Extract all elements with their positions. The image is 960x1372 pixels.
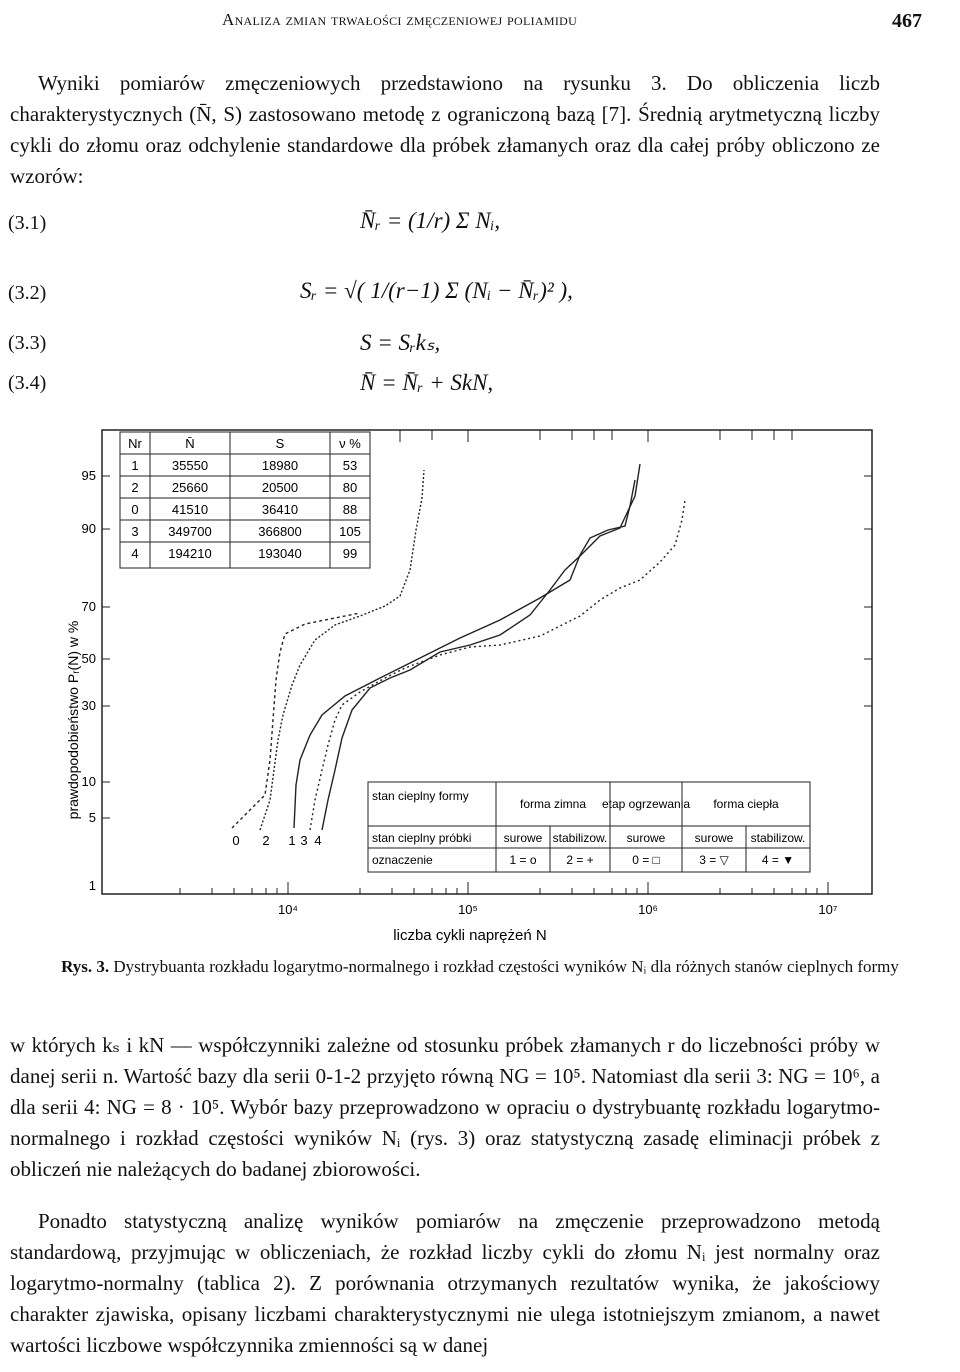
legend-cell: forma zimna bbox=[519, 797, 587, 811]
legend-cell: oznaczenie bbox=[372, 853, 433, 867]
table-header: N̄ bbox=[185, 436, 195, 451]
curve-label: 1 bbox=[288, 833, 296, 848]
x-axis-label: liczba cykli naprężeń N bbox=[393, 927, 547, 944]
caption-label: Rys. 3. bbox=[61, 957, 110, 976]
table-cell: 193040 bbox=[258, 546, 302, 561]
table-cell: 36410 bbox=[261, 502, 299, 517]
equation-formula: Sᵣ = √( 1/(r−1) Σ (Nᵢ − N̄ᵣ)² ), bbox=[300, 278, 573, 303]
curve-3 bbox=[310, 500, 685, 830]
legend-cell: 2 = + bbox=[566, 853, 594, 867]
table-cell: 1 bbox=[131, 458, 139, 473]
intro-paragraph: Wyniki pomiarów zmęczeniowych przedstawiono na rysunku 3. Do obliczenia liczb charakterystycznych (N̄, S) zastosowano metodę z ograniczoną bazą [7]. Średnią arytmetyczną liczby cykli do złomu oraz odchylenie standardowe dla próbek złamanych oraz dla całej próby obliczono ze wzorów: bbox=[10, 71, 880, 188]
legend-cell: 3 = ▽ bbox=[699, 853, 729, 867]
y-ticks bbox=[102, 476, 872, 818]
legend-cell: 1 = o bbox=[509, 853, 537, 867]
table-cell: 18980 bbox=[261, 458, 299, 473]
table-cell: 3 bbox=[131, 524, 139, 539]
y-tick-label: 10 bbox=[81, 774, 96, 789]
curve-label: 0 bbox=[232, 833, 240, 848]
paragraph: Ponadto statystyczną analizę wyników pomiarów na zmęczenie przeprowadzono metodą standardową, przyjmując w obliczeniach, że rozkład liczby cykli do złomu Nᵢ jest normalny oraz logarytmo-normalny (tablica 2). Z porównania otrzymanych rezultatów wynika, że jakościowy charakter zjawiska, opisany liczbami charakterystycznymi nie ulega istotniejszym zmianom, a nawet wartości liczbowe współczynnika zmienności są w danej bbox=[10, 1209, 880, 1357]
curve-label: 2 bbox=[262, 833, 270, 848]
equation-number: (3.4) bbox=[8, 372, 47, 394]
distribution-plot bbox=[60, 420, 910, 960]
y-tick-label: 95 bbox=[81, 468, 96, 483]
table-cell: 2 bbox=[131, 480, 139, 495]
stats-table bbox=[120, 432, 370, 568]
table-cell: 88 bbox=[342, 502, 358, 517]
legend-cell: forma ciepła bbox=[713, 797, 779, 811]
x-tick-label: 10⁷ bbox=[818, 902, 838, 917]
table-cell: 99 bbox=[342, 546, 358, 561]
legend-cell: stabilizow. bbox=[552, 831, 608, 845]
equation-number: (3.2) bbox=[8, 282, 47, 304]
table-cell: 194210 bbox=[168, 546, 212, 561]
figure-3 bbox=[60, 420, 910, 960]
curve-label: 3 bbox=[300, 833, 308, 848]
caption-text: Dystrybuanta rozkładu logarytmo-normalnego i rozkład częstości wyników Nᵢ dla różnych stanów cieplnych formy bbox=[113, 957, 899, 976]
table-cell: 35550 bbox=[171, 458, 209, 473]
legend-cell: surowe bbox=[694, 831, 734, 845]
y-tick-label: 50 bbox=[81, 651, 96, 666]
legend-cell: 0 = □ bbox=[632, 853, 660, 867]
table-cell: 0 bbox=[131, 502, 139, 517]
plot-frame bbox=[102, 430, 872, 894]
equation-number: (3.3) bbox=[8, 332, 47, 354]
running-title: Analiza zmian trwałości zmęczeniowej poliamidu bbox=[222, 10, 578, 29]
y-tick-label: 30 bbox=[81, 698, 96, 713]
legend-cell: 4 = ▼ bbox=[761, 853, 795, 867]
table-cell: 41510 bbox=[171, 502, 209, 517]
equation-formula: N̄ = N̄ᵣ + SkN, bbox=[360, 370, 494, 395]
legend-cell: stan cieplny próbki bbox=[372, 831, 472, 845]
table-cell: 53 bbox=[342, 458, 358, 473]
table-cell: 4 bbox=[131, 546, 139, 561]
curve-label: 4 bbox=[314, 833, 322, 848]
page-header bbox=[22, 10, 922, 42]
y-tick-label: 90 bbox=[81, 521, 96, 536]
table-cell: 366800 bbox=[258, 524, 302, 539]
equation-formula: S = Sᵣkₛ, bbox=[360, 330, 441, 355]
table-cell: 20500 bbox=[261, 480, 299, 495]
legend-cell: stabilizow. bbox=[750, 831, 806, 845]
equation-formula: N̄ᵣ = (1/r) Σ Nᵢ, bbox=[360, 208, 501, 233]
y-axis-label: prawdopodobieństwo Pᵣ(N) w % bbox=[65, 620, 81, 820]
x-tick-label: 10⁵ bbox=[458, 902, 478, 917]
table-cell: 105 bbox=[339, 524, 361, 539]
y-tick-label: 1 bbox=[88, 878, 96, 893]
table-cell: 349700 bbox=[168, 524, 212, 539]
equation-number: (3.1) bbox=[8, 212, 47, 234]
distribution-curves bbox=[232, 464, 685, 830]
table-cell: 25660 bbox=[171, 480, 209, 495]
x-tick-label: 10⁶ bbox=[638, 902, 658, 917]
legend-cell: etap ogrzewania bbox=[601, 797, 691, 811]
page-number: 467 bbox=[892, 10, 922, 32]
y-tick-label: 5 bbox=[88, 810, 96, 825]
table-header: ν % bbox=[339, 436, 361, 451]
table-header: Nr bbox=[128, 436, 142, 451]
x-ticks bbox=[180, 430, 828, 894]
table-header: S bbox=[275, 436, 285, 451]
legend-cell: surowe bbox=[626, 831, 666, 845]
figure-caption bbox=[40, 955, 920, 979]
x-tick-label: 10⁴ bbox=[277, 902, 299, 917]
paragraph: w których kₛ i kN — współczynniki zależne od stosunku próbek złamanych r do liczebności próby w danej serii n. Wartość bazy dla serii 0-1-2 przyjęto równą NG = 10⁵. Natomiast dla serii 3: NG = 10⁶, a dla serii 4: NG = 8 · 10⁵. Wybór bazy przeprowadzono w opraciu o dystrybuantę rozkładu logarytmo-normalnego i rozkład częstości wyników Nᵢ (rys. 3) oraz statystyczną zasadę eliminacji próbek z obliczeń nie należących do badanej zbiorowości. bbox=[10, 1033, 880, 1181]
legend-cell: surowe bbox=[503, 831, 543, 845]
legend-cell: stan cieplny formy bbox=[372, 789, 469, 803]
table-cell: 80 bbox=[342, 480, 358, 495]
y-tick-label: 70 bbox=[81, 599, 96, 614]
